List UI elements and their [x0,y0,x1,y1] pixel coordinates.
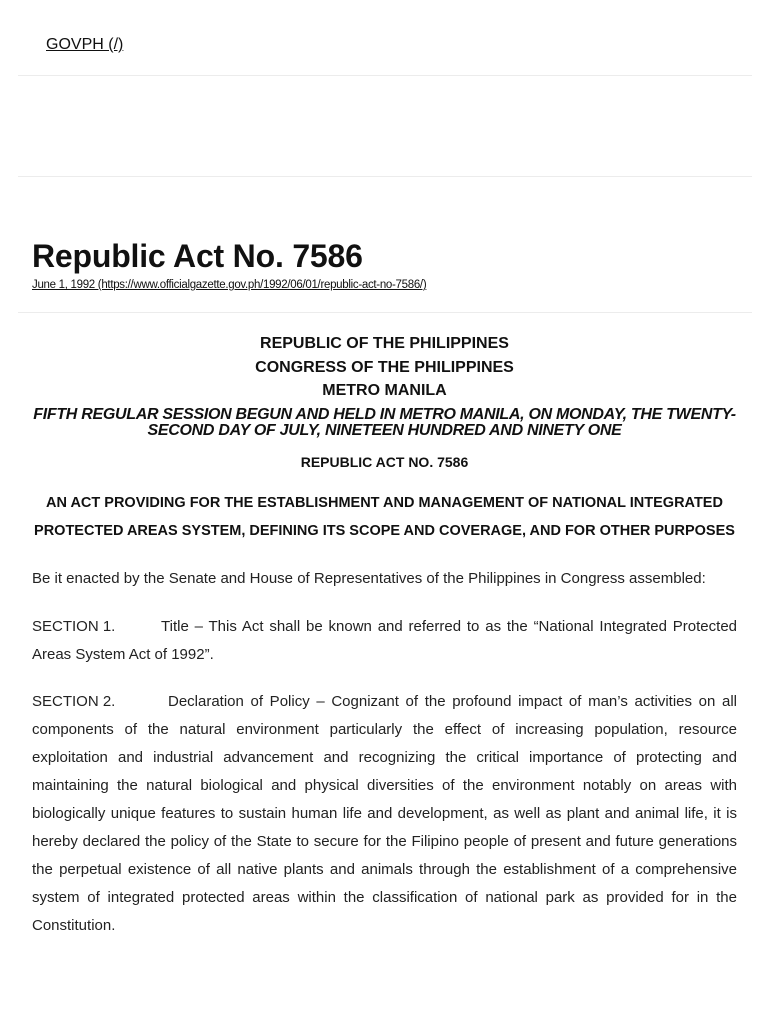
govph-home-link[interactable]: GOVPH (/) [46,36,124,53]
session-line-2: SECOND DAY OF JULY, NINETEEN HUNDRED AND NINETY ONE [147,421,622,439]
heading-republic: REPUBLIC OF THE PHILIPPINES [260,335,509,352]
title-divider [18,312,752,313]
section-1-label: SECTION 1. [32,618,116,635]
section-2 [32,688,737,940]
act-title-line-2: PROTECTED AREAS SYSTEM, DEFINING ITS SCOPE AND COVERAGE, AND FOR OTHER PURPOSES [34,522,735,539]
banner-area [18,76,752,177]
act-number: REPUBLIC ACT NO. 7586 [300,453,469,470]
section-1 [32,613,737,669]
heading-location: METRO MANILA [322,382,447,399]
act-title-line-1: AN ACT PROVIDING FOR THE ESTABLISHMENT AND MANAGEMENT OF NATIONAL INTEGRATED [46,495,723,511]
heading-congress: CONGRESS OF THE PHILIPPINES [255,358,514,376]
section-2-text: Declaration of Policy – Cognizant of the profound impact of man’s activities on all components of the natural environment particularly the effect of increasing population, resource exploitation and industrial advancement and recognizing the critical importance of protecting and maintaining the natural biological and physical diversities of the environment notably on areas with biologically unique features to sustain human life and development, as well as plant and animal life, it is hereby declared the policy of the State to secure for the Filipino people of present and future generations the perpetual existence of all native plants and animals through the establishment of a comprehensive system of integrated protected areas within the classification of national park as provided for in the Constitution. [32,693,737,934]
enacting-clause: Be it enacted by the Senate and House of Representatives of the Philippines in Congress assembled: [32,570,706,587]
document-heading [32,332,737,471]
section-1-text: Title – This Act shall be known and referred to as the “National Integrated Protected Areas System Act of 1992”. [32,618,737,663]
session-line-1: FIFTH REGULAR SESSION BEGUN AND HELD IN METRO MANILA, ON MONDAY, THE TWENTY- [33,405,736,423]
section-2-label: SECTION 2. [32,693,116,710]
top-nav-bar [18,0,752,76]
act-title [32,490,737,545]
publication-date-link[interactable]: June 1, 1992 (https://www.officialgazette.gov.ph/1992/06/01/republic-act-no-7586/) [32,279,427,291]
page-title: Republic Act No. 7586 [32,238,363,274]
session-statement [32,407,737,439]
